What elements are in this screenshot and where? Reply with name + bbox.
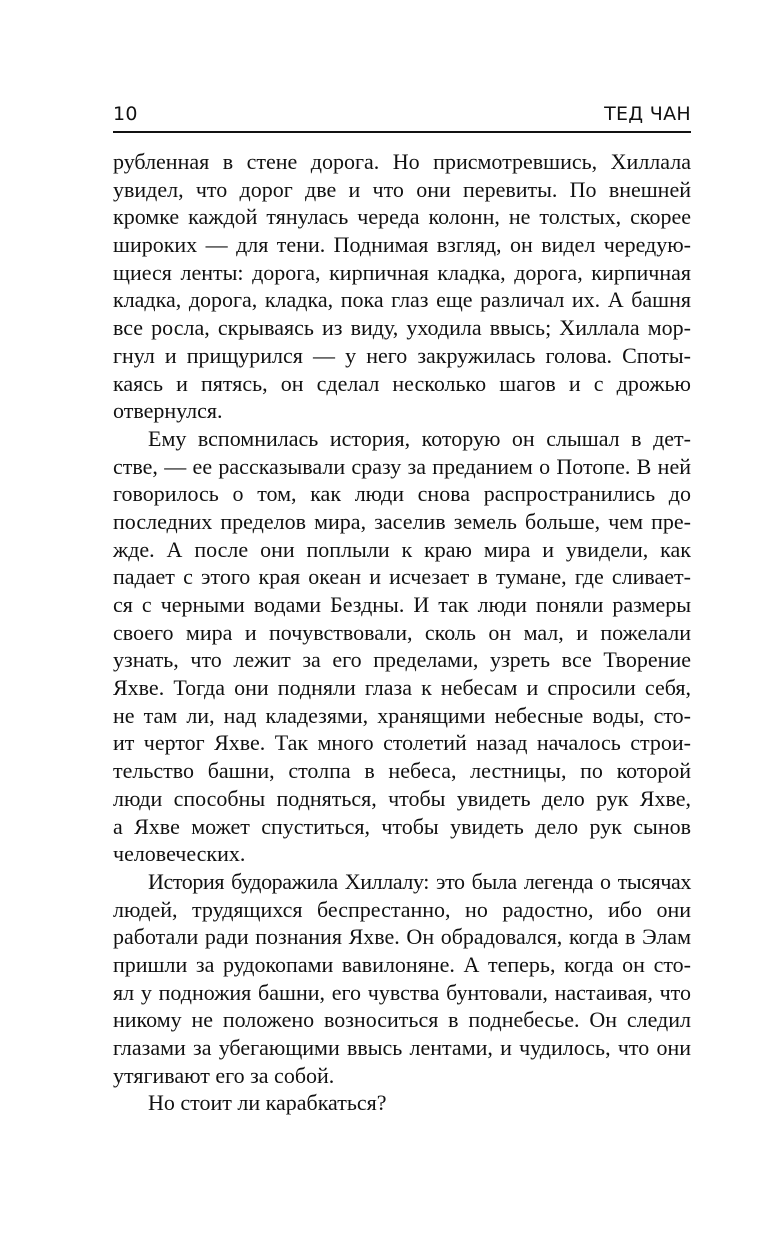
text-line: людей, трудящихся беспрестанно, но радостно, ибо они xyxy=(113,896,691,922)
text-line: ся с черными водами Бездны. И так люди поняли размеры xyxy=(113,592,691,617)
text-line: глазами за убегающими ввысь лентами, и чудилось, что они xyxy=(113,1035,691,1060)
text-line: тельство башни, столпа в небеса, лестницы, по которой xyxy=(113,758,691,784)
text-line: люди способны подняться, чтобы увидеть дело рук Яхве, xyxy=(113,785,691,811)
text-line: широких — для тени. Поднимая взгляд, он видел чередую- xyxy=(113,232,691,258)
paragraph xyxy=(113,1089,691,1117)
text-line: говорилось о том, как люди снова распространились до xyxy=(113,481,691,507)
text-line: увидел, что дорог две и что они перевиты. По внешней xyxy=(113,176,691,202)
text-line: каясь и пятясь, он сделал несколько шагов и с дрожью xyxy=(113,370,691,396)
text-line: узнать, что лежит за его пределами, узреть все Творение xyxy=(113,647,691,673)
paragraph xyxy=(113,148,691,425)
running-title: ТЕД ЧАН xyxy=(604,103,691,125)
text-line: отвернулся. xyxy=(113,398,223,424)
text-line: гнул и прищурился — у него закружилась голова. Споты- xyxy=(113,342,691,368)
text-line: утягивают его за собой. xyxy=(113,1062,335,1088)
text-line: щиеся ленты: дорога, кирпичная кладка, дорога, кирпичная xyxy=(113,259,691,285)
text-line: Яхве. Тогда они подняли глаза к небесам и спросили себя, xyxy=(113,675,691,701)
header-rule xyxy=(113,131,691,133)
paragraph xyxy=(113,425,691,868)
body-text xyxy=(113,148,691,1117)
text-line: человеческих. xyxy=(113,841,246,867)
text-line: Ему вспомнилась история, которую он слышал в дет- xyxy=(148,425,691,451)
text-line: своего мира и почувствовали, сколь он мал, и пожелали xyxy=(113,619,691,645)
text-line: работали ради познания Яхве. Он обрадовался, когда в Элам xyxy=(113,924,691,950)
text-line: никому не положено возноситься в поднебесье. Он следил xyxy=(113,1007,691,1033)
text-line: а Яхве может спуститься, чтобы увидеть дело рук сынов xyxy=(113,813,691,839)
text-line: пришли за рудокопами вавилоняне. А теперь, когда он сто- xyxy=(113,951,691,977)
running-head xyxy=(113,103,691,129)
text-line: рубленная в стене дорога. Но присмотревшись, Хиллала xyxy=(113,149,691,174)
text-line: жде. А после они поплыли к краю мира и увидели, как xyxy=(113,536,691,562)
text-line: кромке каждой тянулась череда колонн, не толстых, скорее xyxy=(113,204,691,230)
text-line: все росла, скрываясь из виду, уходила ввысь; Хиллала мор- xyxy=(113,315,691,341)
text-line: ял у подножия башни, его чувства бунтовали, настаивая, что xyxy=(113,979,691,1005)
page-number: 10 xyxy=(113,103,138,125)
paragraph xyxy=(113,868,691,1090)
text-line: последних пределов мира, заселив земель больше, чем пре- xyxy=(113,508,691,534)
text-line: не там ли, над кладезями, хранящими небесные воды, сто- xyxy=(113,702,691,728)
text-line: стве, — ее рассказывали сразу за преданием о Потопе. В ней xyxy=(113,453,691,479)
text-line: кладка, дорога, кладка, пока глаз еще различал их. А башня xyxy=(113,287,691,313)
text-line: падает с этого края океан и исчезает в тумане, где сливает- xyxy=(113,564,691,590)
text-line: Но стоит ли карабкаться? xyxy=(148,1090,387,1116)
text-line: ит чертог Яхве. Так много столетий назад началось строи- xyxy=(113,730,691,756)
text-line: История будоражила Хиллалу: это была легенда о тысячах xyxy=(148,868,691,894)
